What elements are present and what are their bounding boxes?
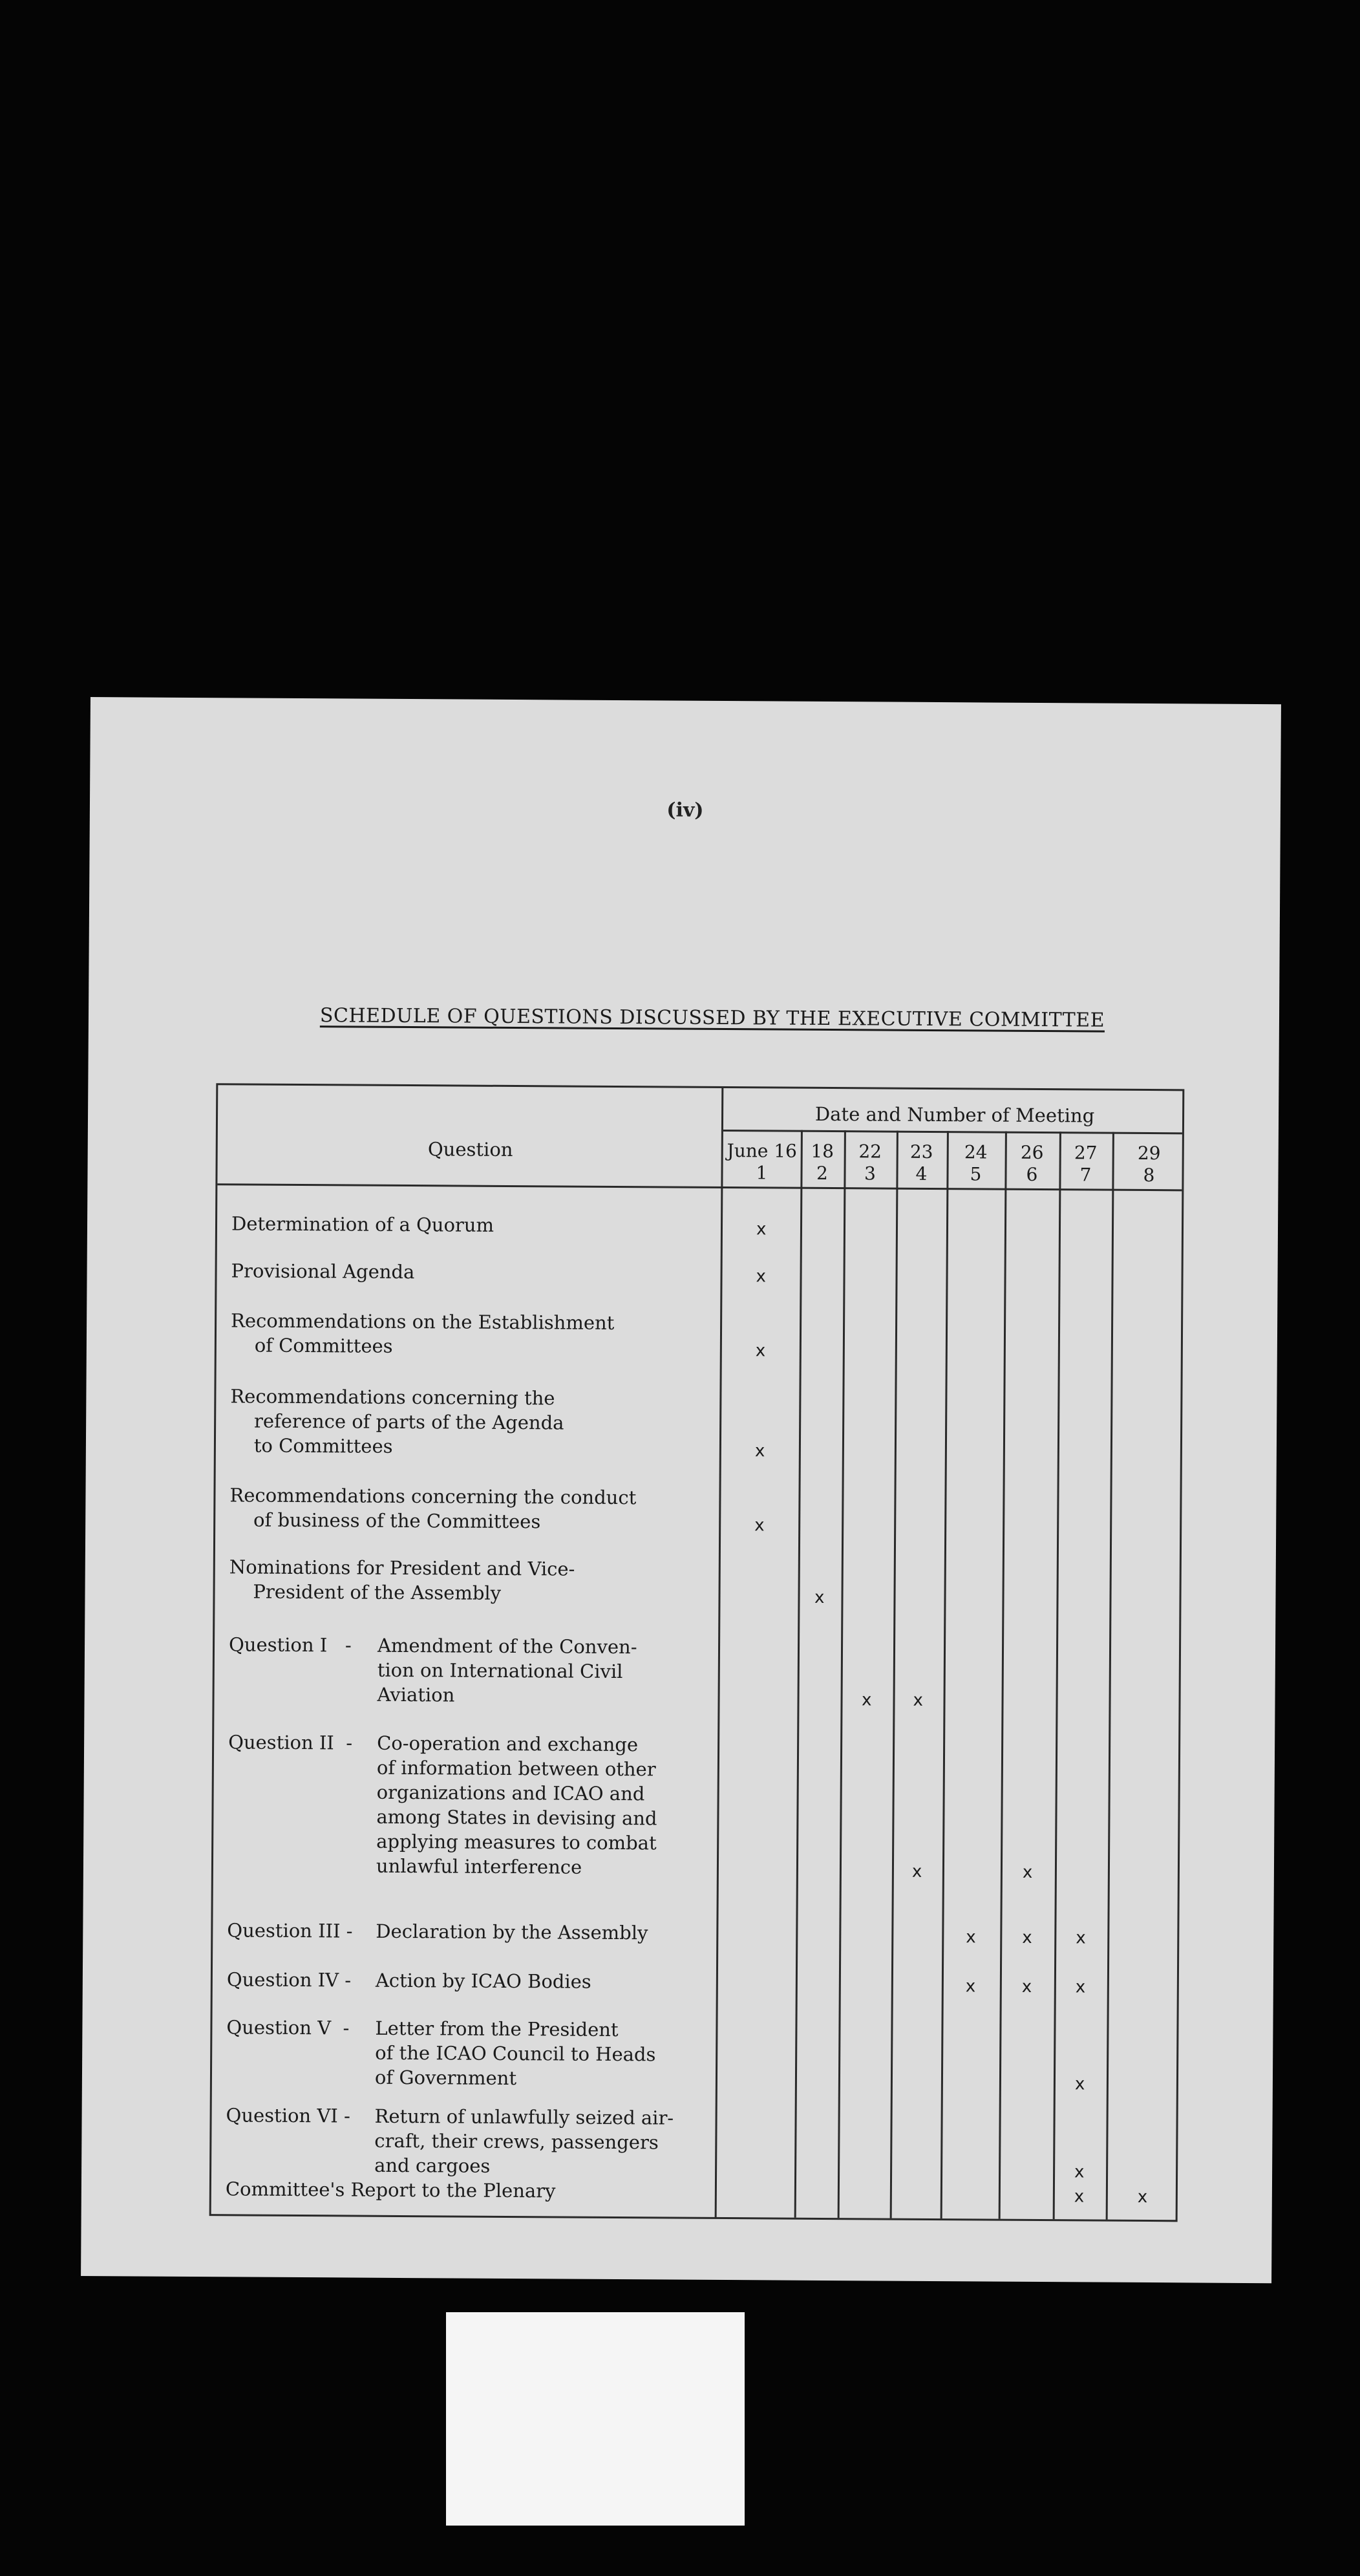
meeting-mark: x [754, 1516, 765, 1536]
question-text-line: tion on International Civil [377, 1658, 623, 1683]
question-text-line: of information between other [376, 1756, 656, 1781]
question-text-line: of business of the Committees [229, 1508, 541, 1533]
question-text-line: Action by ICAO Bodies [375, 1969, 591, 1993]
question-text-line: Committee's Report to the Plenary [225, 2178, 556, 2202]
meeting-number: 1 [756, 1162, 768, 1184]
date-column-divider [794, 1130, 803, 2218]
page-number: (iv) [666, 799, 704, 822]
meeting-date: 26 [1020, 1141, 1044, 1164]
meeting-number: 8 [1143, 1164, 1155, 1186]
meeting-mark: x [861, 1690, 872, 1710]
question-text-line: unlawful interference [376, 1854, 582, 1878]
question-row-label [231, 1258, 414, 1284]
question-text-line: Provisional Agenda [231, 1260, 415, 1283]
question-row-label [229, 1483, 636, 1534]
meeting-mark: x [1074, 2162, 1085, 2182]
meeting-mark: x [756, 1267, 767, 1287]
meeting-mark: x [755, 1341, 766, 1361]
question-text-line: Amendment of the Conven- [377, 1634, 637, 1658]
meeting-date: 29 [1137, 1142, 1161, 1165]
meeting-mark: x [1074, 2074, 1085, 2094]
question-number: Question II - [228, 1731, 353, 1754]
question-text-line: Declaration by the Assembly [376, 1920, 648, 1944]
date-column-divider [838, 1130, 846, 2218]
question-text-line: Co-operation and exchange [377, 1732, 639, 1756]
page-title: SCHEDULE OF QUESTIONS DISCUSSED BY THE EXECUTIVE COMMITTEE [319, 1004, 1105, 1032]
meeting-date: 22 [858, 1141, 882, 1163]
date-column-divider [1053, 1132, 1061, 2219]
question-text-line: applying measures to combat [376, 1830, 657, 1854]
question-text-line: Recommendations concerning the [230, 1385, 555, 1410]
question-text-line: to Committees [229, 1434, 393, 1457]
question-row-label [226, 2103, 674, 2179]
meeting-mark: x [1137, 2187, 1148, 2207]
meeting-number: 2 [816, 1162, 829, 1184]
schedule-table [209, 1083, 1185, 2222]
meeting-mark: x [913, 1690, 924, 1710]
meeting-number: 5 [970, 1163, 982, 1185]
question-text-line: Recommendations concerning the conduct [229, 1484, 637, 1509]
question-column-header: Question [427, 1138, 513, 1161]
question-row-label [231, 1308, 615, 1360]
question-row-label [230, 1384, 564, 1459]
meeting-date: 23 [909, 1141, 933, 1163]
meeting-mark: x [1021, 1977, 1032, 1997]
meeting-mark: x [756, 1219, 767, 1240]
meeting-mark: x [1022, 1927, 1032, 1948]
question-text-line: reference of parts of the Agenda [230, 1410, 564, 1434]
question-row-label [226, 2176, 556, 2203]
question-number: Question VI - [226, 2104, 350, 2127]
question-text-line: Aviation [377, 1683, 455, 1706]
meeting-mark: x [754, 1441, 765, 1461]
date-column-divider [890, 1131, 898, 2218]
date-column-divider [1106, 1132, 1114, 2220]
blank-card [446, 2312, 745, 2526]
meeting-date: 18 [811, 1140, 834, 1163]
meeting-mark: x [1075, 1977, 1086, 1997]
question-text-line: President of the Assembly [229, 1580, 502, 1604]
question-row-label [229, 1554, 575, 1605]
meeting-number: 7 [1079, 1164, 1092, 1186]
question-text-line: craft, their crews, passengers [374, 2129, 659, 2154]
question-text-line: Letter from the President [375, 2017, 619, 2041]
meeting-number: 4 [915, 1163, 928, 1185]
question-text-line: Nominations for President and Vice- [229, 1556, 575, 1580]
date-column-divider [940, 1131, 949, 2218]
date-column-divider [999, 1132, 1007, 2219]
question-row-label [227, 1967, 591, 1993]
meeting-date: June 16 [727, 1140, 798, 1162]
question-text-line: and cargoes [374, 2154, 491, 2177]
question-number: Question I - [228, 1633, 352, 1657]
question-text-line: organizations and ICAO and [376, 1781, 645, 1805]
document-page [81, 697, 1281, 2283]
meeting-mark: x [911, 1862, 922, 1882]
meeting-number: 6 [1026, 1163, 1038, 1185]
question-row-label [231, 1211, 494, 1237]
question-row-label [227, 1918, 648, 1945]
question-text-line: Recommendations on the Establishment [231, 1309, 615, 1334]
question-row-label [228, 1632, 637, 1708]
meeting-mark: x [1022, 1862, 1033, 1882]
meeting-number: 3 [864, 1163, 877, 1185]
question-text-line: Return of unlawfully seized air- [374, 2105, 674, 2129]
meeting-mark: x [1076, 1928, 1086, 1948]
question-text-line: of Government [374, 2066, 517, 2090]
meeting-date: 27 [1074, 1142, 1098, 1164]
question-column-divider [715, 1088, 724, 2217]
meeting-mark: x [1074, 2187, 1085, 2207]
question-number: Question V - [226, 2016, 350, 2039]
question-number: Question III - [227, 1919, 353, 1942]
meeting-mark: x [965, 1977, 976, 1997]
date-group-header: Date and Number of Meeting [814, 1102, 1095, 1127]
question-row-label [228, 1730, 658, 1880]
question-number: Question IV - [226, 1968, 352, 1991]
meeting-date: 24 [964, 1141, 988, 1163]
question-row-label [226, 2015, 656, 2091]
question-text-line: of the ICAO Council to Heads [375, 2041, 656, 2066]
question-text-line: among States in devising and [376, 1805, 657, 1830]
meeting-mark: x [814, 1587, 825, 1607]
question-text-line: of Committees [230, 1334, 393, 1357]
question-text-line: Determination of a Quorum [231, 1212, 494, 1236]
meeting-mark: x [966, 1927, 976, 1948]
